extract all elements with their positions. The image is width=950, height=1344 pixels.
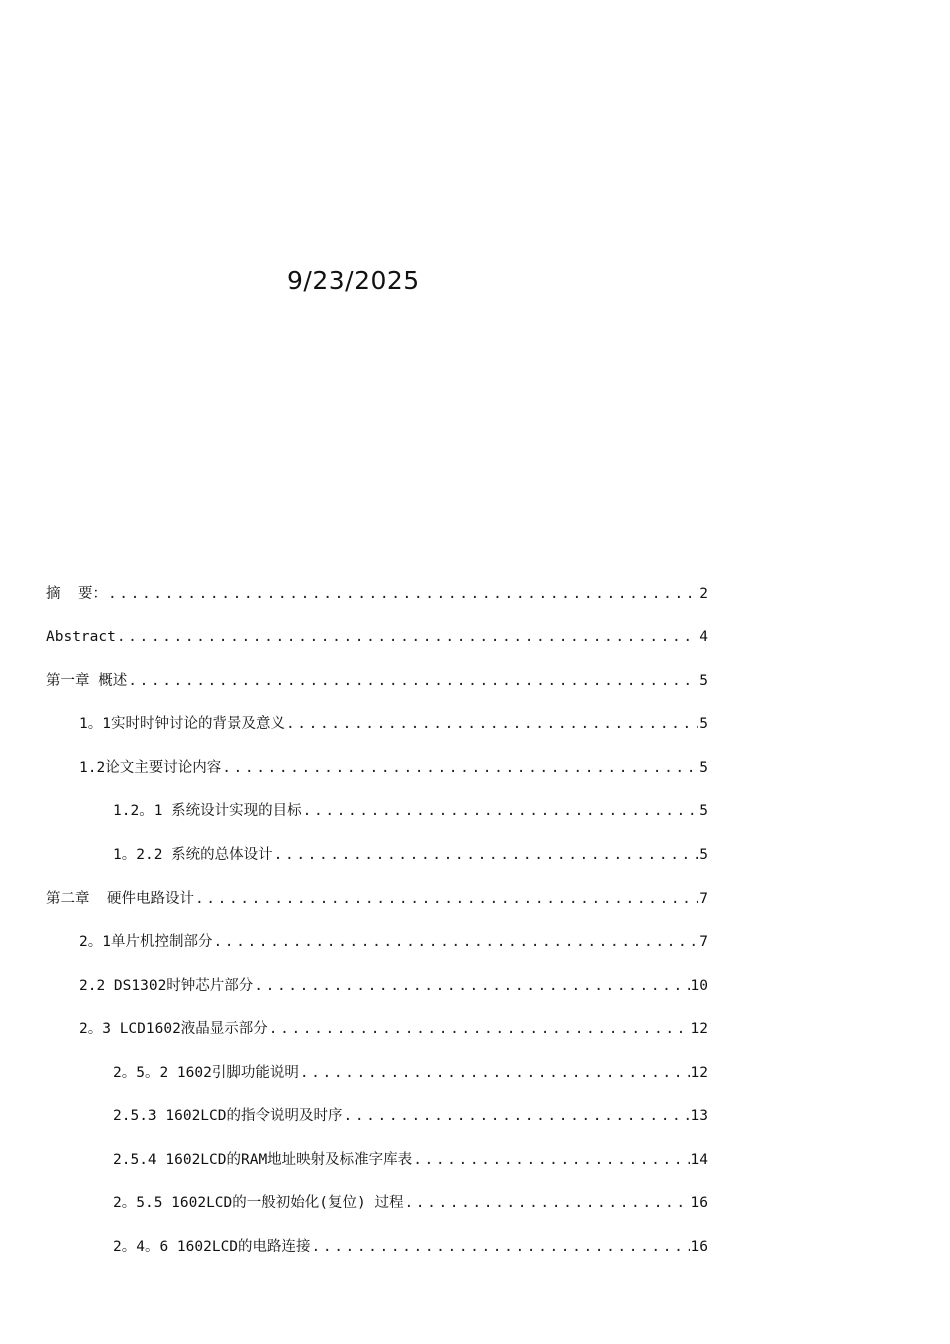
toc-entry-1-2[interactable] — [79, 757, 708, 779]
toc-entry-page: 4 — [699, 629, 708, 645]
toc-leader-dots — [108, 583, 698, 605]
toc-entry-2-5-2[interactable] — [113, 1062, 708, 1084]
toc-entry-abstract-en[interactable] — [46, 626, 708, 648]
toc-entry-label: 1。2.2 系统的总体设计 — [113, 847, 273, 863]
toc-entry-page: 5 — [699, 673, 708, 689]
toc-entry-page: 5 — [699, 847, 708, 863]
toc-entry-chapter-1[interactable] — [46, 670, 708, 692]
toc-entry-label: 2。5.5 1602LCD的一般初始化(复位) 过程 — [113, 1195, 404, 1211]
toc-entry-2-5-3[interactable] — [113, 1105, 708, 1127]
toc-entry-page: 7 — [699, 934, 708, 950]
toc-entry-label: 第二章 硬件电路设计 — [46, 891, 194, 907]
toc-entry-page: 7 — [699, 891, 708, 907]
toc-entry-label: 1。1实时时钟讨论的背景及意义 — [79, 716, 285, 732]
toc-entry-page: 14 — [690, 1152, 708, 1168]
toc-entry-label: 2.5.4 1602LCD的RAM地址映射及标准字库表 — [113, 1152, 413, 1168]
toc-entry-label: 2.2 DS1302时钟芯片部分 — [79, 978, 254, 994]
document-date: 9/23/2025 — [287, 266, 420, 295]
toc-entry-label: 摘 要： — [46, 586, 107, 602]
toc-entry-label: 1.2论文主要讨论内容 — [79, 760, 222, 776]
toc-entry-label: 2。5。2 1602引脚功能说明 — [113, 1065, 299, 1081]
toc-entry-page: 16 — [690, 1195, 708, 1211]
toc-entry-label: 1.2。1 系统设计实现的目标 — [113, 803, 302, 819]
toc-entry-abstract-cn[interactable] — [46, 583, 708, 605]
toc-entry-label: 第一章 概述 — [46, 673, 128, 689]
toc-entry-2-4-6[interactable] — [113, 1236, 708, 1258]
toc-leader-dots — [269, 1018, 690, 1040]
toc-entry-page: 5 — [699, 803, 708, 819]
toc-leader-dots — [195, 888, 698, 910]
toc-entry-2-3[interactable] — [79, 1018, 708, 1040]
toc-leader-dots — [404, 1192, 689, 1214]
toc-entry-1-2-1[interactable] — [113, 800, 708, 822]
toc-entry-chapter-2[interactable] — [46, 888, 708, 910]
toc-leader-dots — [222, 757, 698, 779]
toc-leader-dots — [117, 626, 698, 648]
toc-entry-label: 2.5.3 1602LCD的指令说明及时序 — [113, 1108, 343, 1124]
toc-leader-dots — [413, 1149, 689, 1171]
toc-leader-dots — [312, 1236, 690, 1258]
toc-entry-page: 16 — [690, 1239, 708, 1255]
toc-leader-dots — [286, 713, 698, 735]
toc-entry-1-2-2[interactable] — [113, 844, 708, 866]
toc-entry-page: 5 — [699, 716, 708, 732]
toc-entry-2-5-5[interactable] — [113, 1192, 708, 1214]
toc-entry-page: 2 — [699, 586, 708, 602]
toc-entry-page: 5 — [699, 760, 708, 776]
toc-entry-2-1[interactable] — [79, 931, 708, 953]
toc-entry-page: 13 — [690, 1108, 708, 1124]
toc-leader-dots — [300, 1062, 690, 1084]
toc-leader-dots — [274, 844, 699, 866]
toc-entry-label: Abstract — [46, 629, 116, 645]
toc-leader-dots — [344, 1105, 690, 1127]
toc-entry-label: 2。3 LCD1602液晶显示部分 — [79, 1021, 268, 1037]
toc-leader-dots — [213, 931, 698, 953]
toc-entry-1-1[interactable] — [79, 713, 708, 735]
toc-leader-dots — [303, 800, 699, 822]
toc-entry-page: 12 — [690, 1065, 708, 1081]
toc-leader-dots — [254, 975, 689, 997]
toc-entry-page: 10 — [690, 978, 708, 994]
toc-entry-label: 2。4。6 1602LCD的电路连接 — [113, 1239, 311, 1255]
toc-entry-2-5-4[interactable] — [113, 1149, 708, 1171]
toc-entry-2-2[interactable] — [79, 975, 708, 997]
toc-entry-label: 2。1单片机控制部分 — [79, 934, 213, 950]
toc-leader-dots — [128, 670, 698, 692]
toc-entry-page: 12 — [690, 1021, 708, 1037]
